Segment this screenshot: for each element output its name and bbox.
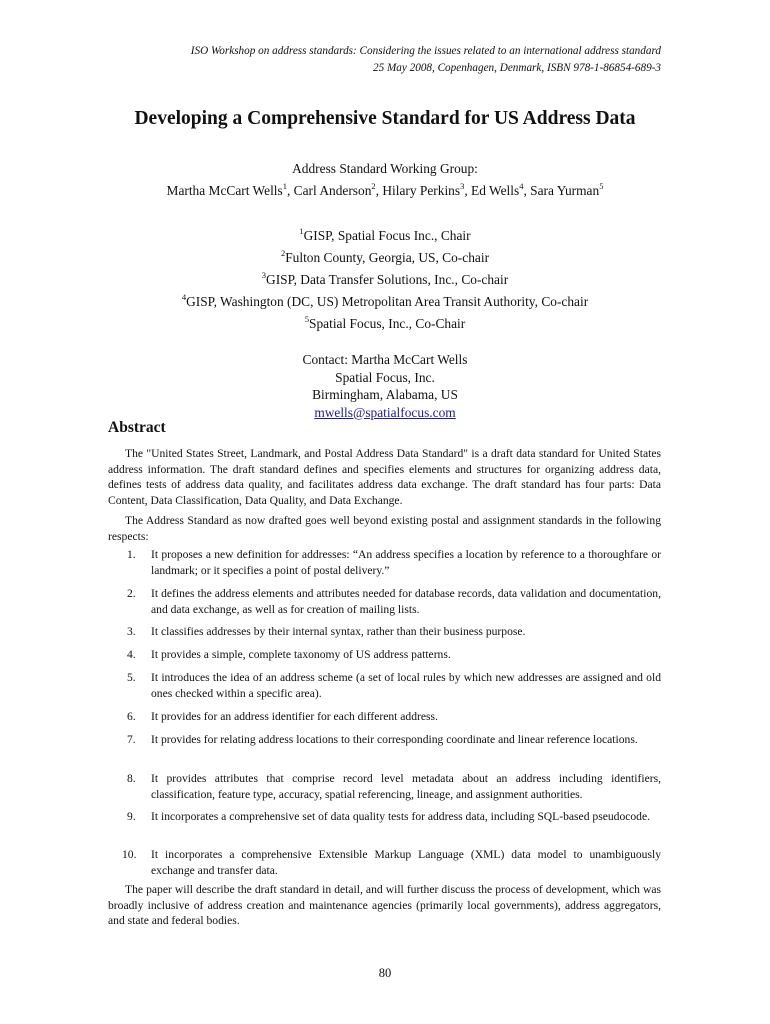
list-text: It incorporates a comprehensive Extensible Markup Language (XML) data model to unambiguously exchange and transfer data. bbox=[151, 848, 661, 877]
affiliation-sup: 2 bbox=[280, 248, 286, 258]
affiliation-text: GISP, Washington (DC, US) Metropolitan Area Transit Authority, Co-chair bbox=[186, 294, 589, 309]
affiliation-text: GISP, Spatial Focus Inc., Chair bbox=[303, 228, 471, 243]
author-name: Ed Wells bbox=[471, 183, 520, 198]
affiliation bbox=[0, 225, 770, 247]
affiliation-sup: 3 bbox=[261, 270, 267, 280]
affiliations bbox=[0, 225, 770, 335]
list-text: It provides for an address identifier for each different address. bbox=[151, 710, 438, 723]
affiliation-sup: 1 bbox=[299, 226, 304, 236]
contact-org: Spatial Focus, Inc. bbox=[335, 369, 435, 385]
contact-email-link[interactable]: mwells@spatialfocus.com bbox=[314, 404, 456, 420]
list-item bbox=[108, 709, 661, 725]
list-item bbox=[108, 647, 661, 663]
paper-title: Developing a Comprehensive Standard for US Address Data bbox=[134, 108, 636, 129]
list-text: It incorporates a comprehensive set of data quality tests for address data, including SQL-based pseudocode. bbox=[151, 810, 651, 823]
list-text: It provides for relating address locations to their corresponding coordinate and linear reference locations. bbox=[151, 733, 638, 746]
abstract-paragraph-3: The paper will describe the draft standard in detail, and will further discuss the process of development, which was broadly inclusive of address creation and maintenance agencies (primarily local governments), address aggregators, and state and federal bodies. bbox=[108, 883, 661, 928]
list-item bbox=[108, 732, 661, 748]
author-name: Carl Anderson bbox=[293, 183, 372, 198]
affiliation-sup: 5 bbox=[304, 314, 310, 324]
affiliation-text: Spatial Focus, Inc., Co-Chair bbox=[309, 316, 466, 331]
affiliation bbox=[0, 247, 770, 269]
affiliation bbox=[0, 313, 770, 335]
list-item bbox=[108, 771, 661, 802]
working-group: Address Standard Working Group: bbox=[292, 161, 478, 176]
author-sep: , bbox=[464, 183, 472, 198]
author-block bbox=[0, 158, 770, 202]
list-item bbox=[108, 547, 661, 578]
author-name: Hilary Perkins bbox=[382, 183, 461, 198]
author-sep: , bbox=[523, 183, 531, 198]
list-text: It provides a simple, complete taxonomy of US address patterns. bbox=[151, 648, 451, 661]
list-number: 7. bbox=[127, 733, 136, 746]
running-header bbox=[108, 43, 661, 77]
header-line-2: 25 May 2008, Copenhagen, Denmark, ISBN 978-1-86854-689-3 bbox=[372, 62, 661, 74]
list-number: 3. bbox=[127, 625, 136, 638]
list-text: It provides attributes that comprise record level metadata about an address including identifiers, classification, feature type, accuracy, spatial referencing, lineage, and assignment authorities. bbox=[151, 772, 661, 801]
contact-name: Contact: Martha McCart Wells bbox=[302, 352, 468, 367]
header-line-1: ISO Workshop on address standards: Considering the issues related to an international address standard bbox=[190, 45, 661, 57]
affiliation bbox=[0, 269, 770, 291]
contact-location: Birmingham, Alabama, US bbox=[312, 387, 458, 402]
author-list bbox=[0, 180, 770, 202]
list-number: 9. bbox=[127, 810, 136, 823]
author-name: Martha McCart Wells bbox=[166, 183, 283, 198]
abstract-paragraph-1: The "United States Street, Landmark, and Postal Address Data Standard" is a draft data standard for United States address information. The draft standard defines and specifies elements and structures for organizing address data, defines tests of address data quality, and facilitates address data exchange. The draft standard has four parts: Data Content, Data Classification, Data Quality, and Data Exchange. bbox=[108, 447, 661, 507]
list-item bbox=[108, 809, 661, 825]
affiliation-text: Fulton County, Georgia, US, Co-chair bbox=[285, 250, 490, 265]
author-sup: 4 bbox=[519, 181, 524, 191]
list-number: 1. bbox=[127, 548, 136, 561]
list-number: 8. bbox=[127, 772, 136, 785]
list-number: 6. bbox=[127, 710, 136, 723]
author-sup: 2 bbox=[371, 181, 376, 191]
abstract-heading: Abstract bbox=[108, 419, 166, 436]
author-sup: 1 bbox=[282, 181, 287, 191]
affiliation-text: GISP, Data Transfer Solutions, Inc., Co-chair bbox=[266, 272, 509, 287]
list-text: It introduces the idea of an address scheme (a set of local rules by which new addresses are assigned and old ones checked within a specific area). bbox=[151, 671, 661, 700]
author-sep: , bbox=[286, 183, 294, 198]
list-number: 2. bbox=[127, 587, 136, 600]
list-number: 5. bbox=[127, 671, 136, 684]
contact-block bbox=[0, 351, 770, 421]
list-item bbox=[108, 624, 661, 640]
author-sup: 5 bbox=[599, 181, 604, 191]
affiliation-sup: 4 bbox=[181, 292, 187, 302]
list-item bbox=[108, 847, 661, 878]
page-number: 80 bbox=[378, 966, 392, 980]
affiliation bbox=[0, 291, 770, 313]
list-text: It classifies addresses by their internal syntax, rather than their business purpose. bbox=[151, 625, 526, 638]
list-number: 10. bbox=[122, 848, 137, 861]
abstract-paragraph-2: The Address Standard as now drafted goes well beyond existing postal and assignment standards in the following respects: bbox=[108, 514, 661, 543]
list-item bbox=[108, 670, 661, 701]
author-sup: 3 bbox=[460, 181, 465, 191]
author-name: Sara Yurman bbox=[530, 183, 600, 198]
author-sep: , bbox=[375, 183, 383, 198]
list-text: It proposes a new definition for addresses: “An address specifies a location by reference to a thoroughfare or landmark; or it specifies a point of postal delivery.” bbox=[151, 548, 661, 577]
list-text: It defines the address elements and attributes needed for database records, data validation and documentation, and data exchange, as well as for creation of mailing lists. bbox=[151, 587, 661, 616]
list-item bbox=[108, 586, 661, 617]
list-number: 4. bbox=[127, 648, 136, 661]
